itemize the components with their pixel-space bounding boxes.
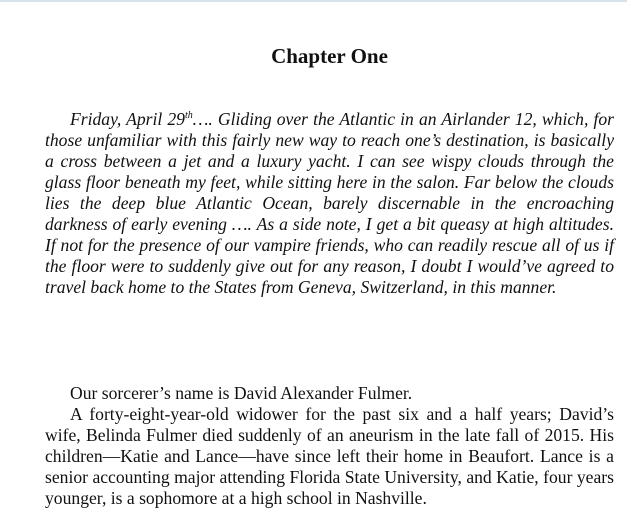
journal-entry-paragraph bbox=[45, 109, 614, 298]
body-text bbox=[45, 383, 614, 509]
journal-date: Friday, April 29 bbox=[70, 109, 185, 129]
top-border-rule bbox=[0, 0, 627, 2]
journal-date-ordinal: th bbox=[184, 110, 193, 121]
body-paragraph-2: A forty-eight-year-old widower for the past six and a half years; David’s wife, Belinda Fulmer died suddenly of an aneurism in the late fall of 2015. His children—Katie and Lance—have since left their home in Beaufort. Lance is a senior accounting major attending Florida State University, and Katie, four years younger, is a sophomore at a high school in Nashville. bbox=[45, 404, 614, 508]
chapter-title: Chapter One bbox=[271, 44, 388, 68]
journal-entry-text: …. Gliding over the Atlantic in an Airlander 12, which, for those unfamiliar with this fairly new way to reach one’s destination, is basically a cross between a jet and a luxury yacht. I can see wispy clouds through the glass floor beneath my feet, while sitting here in the salon. Far below the clouds lies the deep blue Atlantic Ocean, barely discernable in the encroaching darkness of early evening …. As a side note, I get a bit queasy at high altitudes. If not for the presence of our vampire friends, who can readily rescue all of us if the floor were to suddenly give out for any reason, I doubt I would’ve agreed to travel back home to the States from Geneva, Switzerland, in this manner. bbox=[45, 109, 614, 297]
body-paragraph-1: Our sorcerer’s name is David Alexander Fulmer. bbox=[70, 383, 413, 403]
